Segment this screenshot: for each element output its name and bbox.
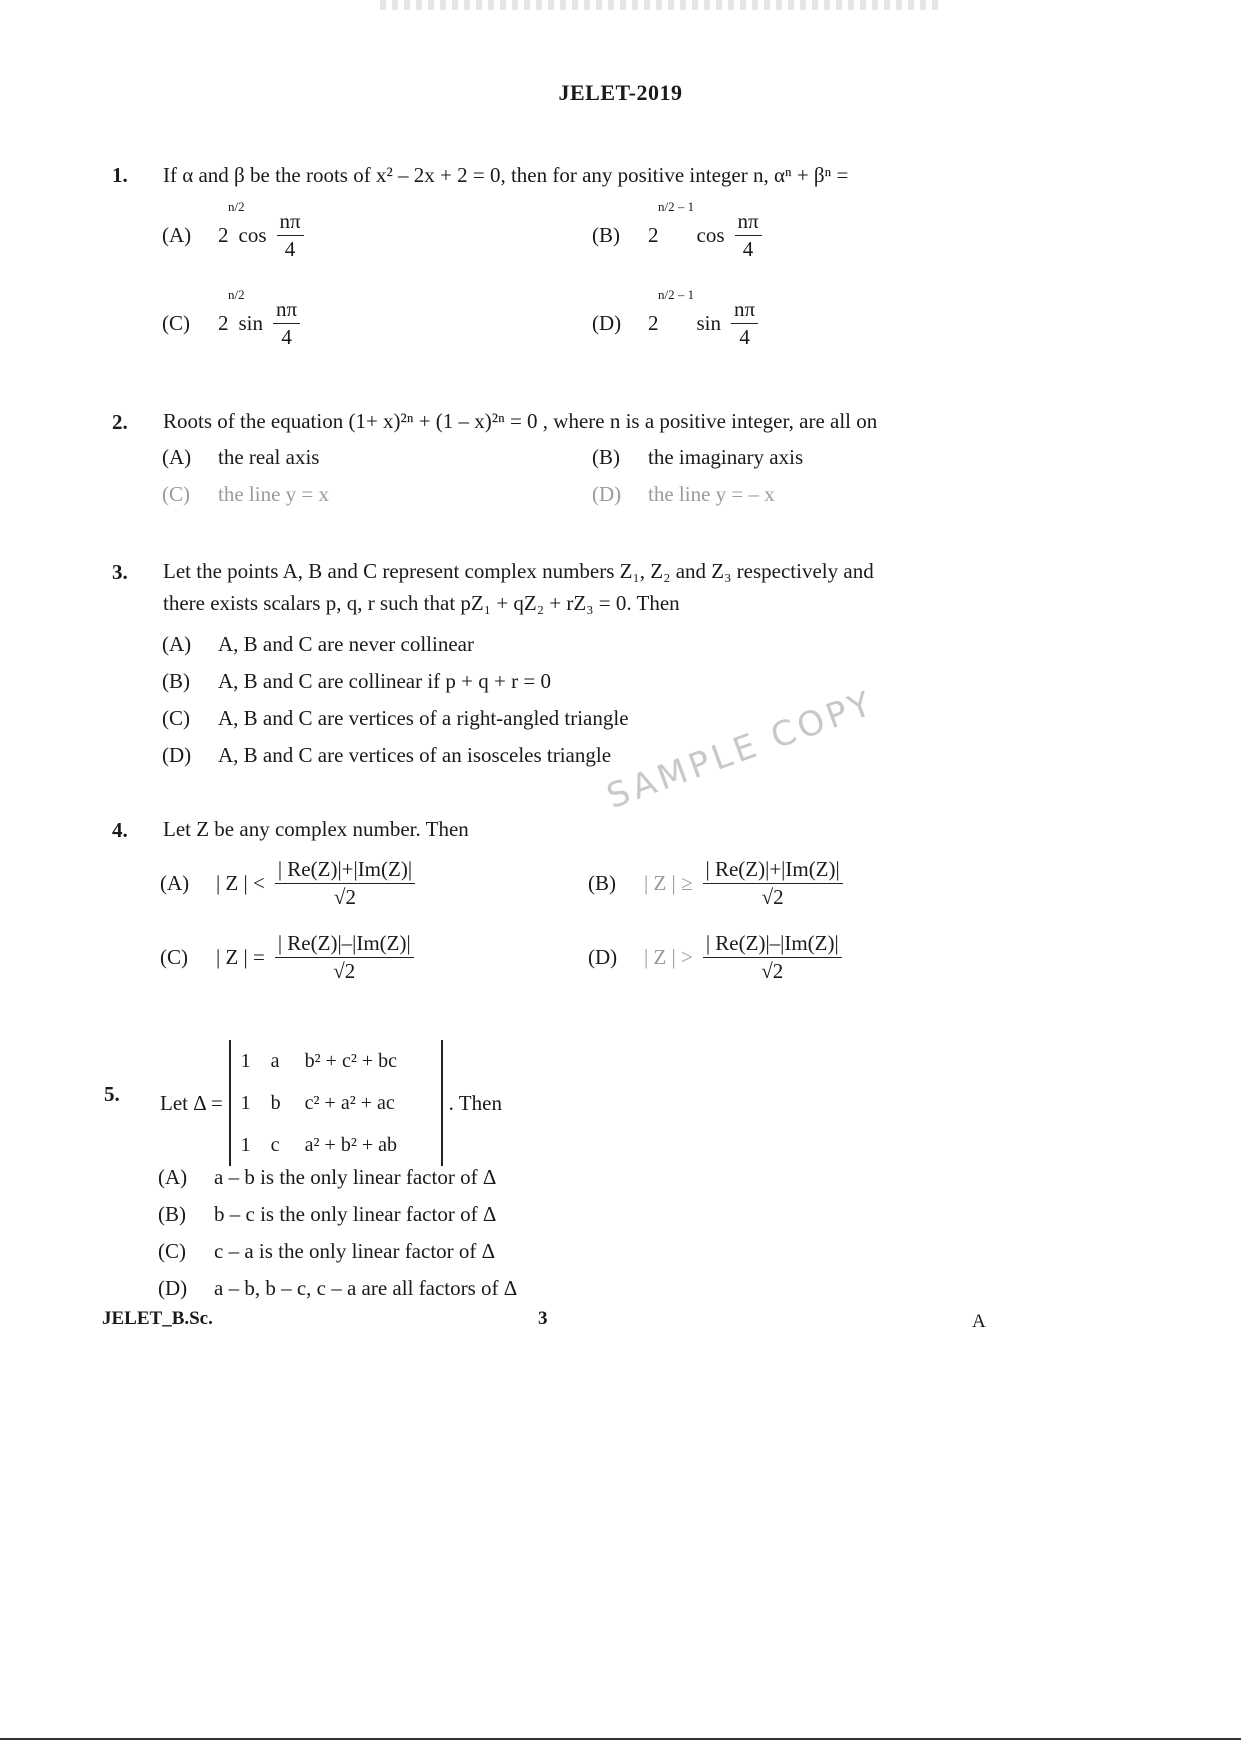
option-label: (C) — [162, 706, 190, 730]
q3-option-d — [162, 743, 611, 768]
question-text-3-line2: there exists scalars p, q, r such that pZ₁ + qZ₂ + rZ₃ = 0. Then — [163, 591, 680, 615]
question-text-4: Let Z be any complex number. Then — [163, 817, 469, 841]
set-label: A — [972, 1311, 986, 1332]
option-text: A, B and C are vertices of a right-angled triangle — [218, 706, 629, 730]
option-label: (C) — [160, 945, 188, 970]
option-text: A, B and C are vertices of an isosceles triangle — [218, 743, 612, 767]
option-text: A, B and C are collinear if p + q + r = 0 — [218, 669, 551, 693]
page-title: JELET-2019 — [558, 80, 683, 105]
question-text-3-line1: Let the points A, B and C represent complex numbers Z₁, Z₂ and Z₃ respectively and — [163, 559, 874, 583]
q3-option-a — [162, 632, 474, 657]
question-number-3: 3. — [112, 560, 128, 584]
option-lhs: | Z | > — [644, 945, 693, 970]
q2-option-a — [162, 445, 319, 470]
option-label: (A) — [160, 871, 190, 896]
q5-option-c — [158, 1239, 495, 1264]
question-number-1: 1. — [112, 163, 128, 187]
option-label: (B) — [158, 1202, 186, 1226]
trig-function: cos — [696, 223, 725, 248]
det-cell: 1 — [240, 1050, 251, 1072]
power-term: 2 n/2 — [218, 199, 245, 248]
question-number-4: 4. — [112, 818, 128, 842]
det-cell: a — [270, 1050, 280, 1072]
q4-option-b — [588, 858, 843, 909]
trig-function: sin — [696, 311, 722, 336]
trig-function: cos — [238, 223, 267, 248]
power-term: 2 n/2 – 1 — [648, 287, 695, 336]
option-label: (C) — [162, 482, 190, 506]
scan-artifact-top — [380, 0, 940, 10]
power-term: 2 n/2 — [218, 287, 245, 336]
fraction: $\frac{n\pi}{4}$ — [277, 210, 304, 261]
option-text: the real axis — [218, 445, 320, 469]
question-number-5: 5. — [104, 1082, 120, 1106]
question-text-1: If α and β be the roots of x² – 2x + 2 = 0, then for any positive integer n, αⁿ + βⁿ = — [163, 163, 849, 187]
det-cell: b² + c² + bc — [304, 1050, 397, 1072]
option-text: b – c is the only linear factor of Δ — [214, 1202, 497, 1226]
option-label: (B) — [592, 445, 620, 469]
q3-option-c — [162, 706, 629, 731]
option-label: (B) — [592, 223, 620, 248]
option-text: the line y = x — [218, 482, 329, 506]
q1-option-b — [592, 199, 762, 262]
option-lhs: | Z | ≥ — [644, 871, 693, 896]
fraction: $\frac{n\pi}{4}$ — [273, 298, 300, 349]
option-text: a – b, b – c, c – a are all factors of Δ — [214, 1276, 518, 1300]
power-term: 2 n/2 – 1 — [648, 199, 695, 248]
then-suffix: . Then — [448, 1091, 502, 1115]
option-lhs: | Z | < — [216, 871, 265, 896]
fraction: $\frac{| Re(Z)|+|Im(Z)|}{√2}$ — [703, 858, 843, 909]
option-label: (B) — [588, 871, 616, 896]
q4-option-a — [160, 858, 415, 909]
sample-copy-stamp: SAMPLE COPY — [601, 683, 880, 817]
q4-option-d — [588, 932, 842, 983]
question-text-5 — [160, 1040, 502, 1166]
det-cell: 1 — [240, 1092, 251, 1114]
trig-function: sin — [238, 311, 264, 336]
delta-prefix: Let Δ = — [160, 1091, 223, 1115]
fraction: $\frac{| Re(Z)|-|Im(Z)|}{√2}$ — [275, 932, 414, 983]
option-label: (A) — [162, 445, 192, 469]
option-label: (B) — [162, 669, 190, 693]
option-label: (A) — [162, 223, 192, 248]
bottom-rule — [0, 1738, 1241, 1740]
option-label: (D) — [588, 945, 618, 970]
q1-option-c — [162, 287, 300, 350]
option-label: (D) — [592, 482, 622, 506]
q1-option-a — [162, 199, 304, 262]
q5-option-d — [158, 1276, 517, 1301]
option-label: (A) — [162, 632, 192, 656]
question-number-2: 2. — [112, 410, 128, 434]
det-cell: c — [270, 1134, 280, 1156]
page-number: 3 — [538, 1308, 548, 1329]
option-text: the line y = – x — [648, 482, 775, 506]
footer-course: JELET_B.Sc. — [102, 1308, 213, 1329]
determinant — [229, 1040, 443, 1166]
option-text: A, B and C are never collinear — [218, 632, 474, 656]
option-text: c – a is the only linear factor of Δ — [214, 1239, 496, 1263]
option-text: a – b is the only linear factor of Δ — [214, 1165, 497, 1189]
option-label: (D) — [162, 743, 192, 767]
q2-option-b — [592, 445, 803, 470]
option-label: (C) — [162, 311, 190, 336]
fraction: $\frac{| Re(Z)|+|Im(Z)|}{√2}$ — [275, 858, 415, 909]
fraction: $\frac{| Re(Z)|-|Im(Z)|}{√2}$ — [703, 932, 842, 983]
det-cell: a² + b² + ab — [304, 1134, 397, 1156]
det-cell: 1 — [240, 1134, 251, 1156]
q4-option-c — [160, 932, 414, 983]
option-label: (C) — [158, 1239, 186, 1263]
q2-option-c — [162, 482, 329, 507]
q5-option-b — [158, 1202, 496, 1227]
fraction: $\frac{n\pi}{4}$ — [735, 210, 762, 261]
q3-option-b — [162, 669, 551, 694]
option-lhs: | Z | = — [216, 945, 265, 970]
option-text: the imaginary axis — [648, 445, 804, 469]
det-cell: b — [270, 1092, 281, 1114]
det-cell: c² + a² + ac — [304, 1092, 395, 1114]
q1-option-d — [592, 287, 758, 350]
q5-option-a — [158, 1165, 496, 1190]
option-label: (A) — [158, 1165, 188, 1189]
question-text-2: Roots of the equation (1+ x)²ⁿ + (1 – x)²ⁿ = 0 , where n is a positive integer, are all on — [163, 409, 878, 433]
q2-option-d — [592, 482, 775, 507]
option-label: (D) — [592, 311, 622, 336]
fraction: $\frac{n\pi}{4}$ — [731, 298, 758, 349]
option-label: (D) — [158, 1276, 188, 1300]
